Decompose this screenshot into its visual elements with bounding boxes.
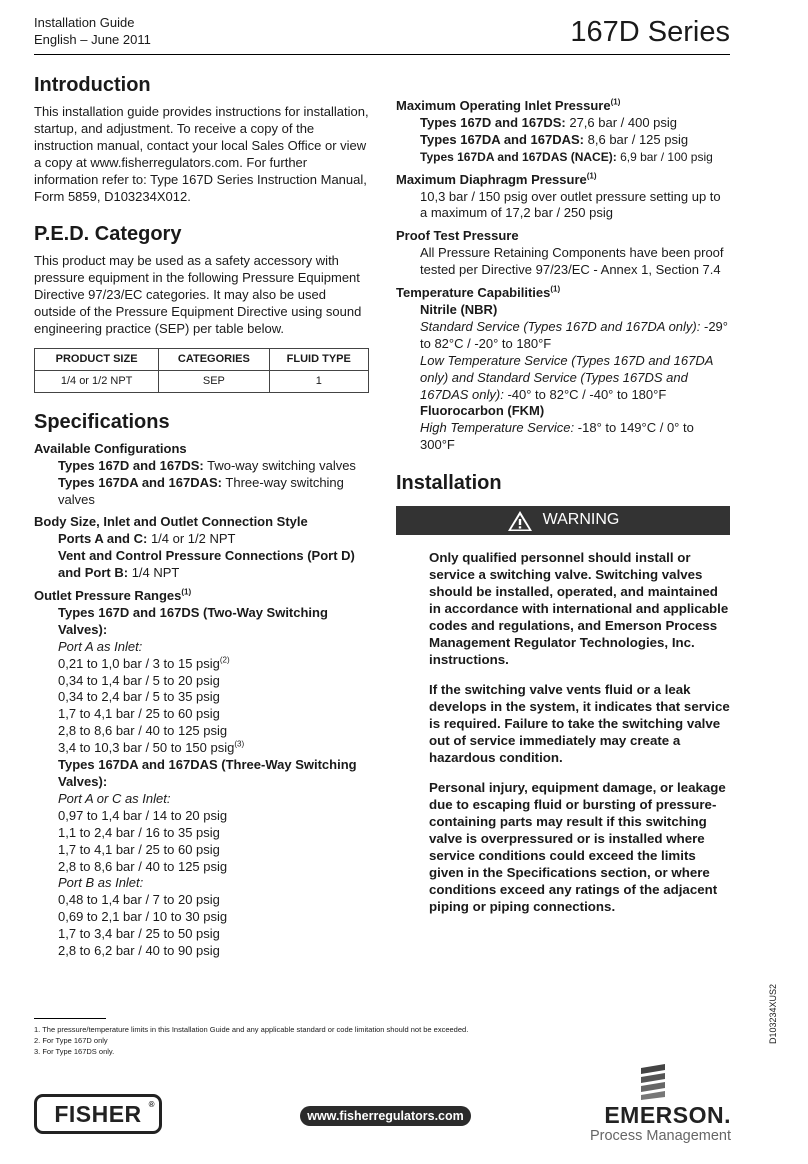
warning-label: WARNING bbox=[542, 511, 620, 529]
inlet-167d-label: Types 167D and 167DS: bbox=[420, 114, 566, 130]
inlet-167da-value: 8,6 bar / 125 psig bbox=[587, 131, 689, 147]
list-item bbox=[58, 706, 370, 723]
inlet-167d-value: 27,6 bar / 400 psig bbox=[569, 114, 678, 130]
nitrile-low bbox=[420, 353, 730, 404]
nitrile-standard-label: Standard Service (Types 167D and 167DA only): bbox=[420, 318, 701, 334]
nitrile-standard bbox=[420, 319, 730, 353]
range-text: 3,4 to 10,3 bar / 50 to 150 psig bbox=[58, 740, 235, 756]
emerson-name: EMERSON. bbox=[604, 1102, 731, 1128]
temp-title-text: Temperature Capabilities bbox=[396, 285, 551, 301]
range-text: 2,8 to 8,6 bar / 40 to 125 psig bbox=[58, 858, 228, 874]
list-item bbox=[58, 859, 370, 876]
range-text: 1,7 to 4,1 bar / 25 to 60 psig bbox=[58, 706, 220, 722]
nitrile-low-label: Low Temperature Service (Types 167D and 167DA only) and Standard Service (Types 167DS and 167DAS only): bbox=[420, 352, 713, 402]
config-two-way bbox=[34, 458, 370, 475]
footnote-1: 1. The pressure/temperature limits in this Installation Guide and any applicable standard or code limitation should not be exceeded. bbox=[34, 1025, 469, 1034]
header-divider bbox=[34, 54, 730, 55]
ped-heading: P.E.D. Category bbox=[34, 223, 182, 246]
website-link[interactable]: www.fisherregulators.com bbox=[300, 1106, 471, 1126]
footnote-3: 3. For Type 167DS only. bbox=[34, 1047, 115, 1056]
range-text: 0,34 to 1,4 bar / 5 to 20 psig bbox=[58, 672, 220, 688]
range-text: 1,1 to 2,4 bar / 16 to 35 psig bbox=[58, 824, 220, 840]
vent-connections-label: Vent and Control Pressure Connections (Port D) and Port B: bbox=[58, 548, 355, 581]
ports-ac-value: 1/4 or 1/2 NPT bbox=[150, 531, 236, 547]
temp-details bbox=[396, 302, 730, 454]
footnote-2: 2. For Type 167D only bbox=[34, 1036, 108, 1045]
inlet-nace-value: 6,9 bar / 100 psig bbox=[620, 149, 713, 164]
table-row bbox=[35, 370, 369, 392]
vent-connections bbox=[34, 548, 370, 582]
three-way-ac-range-list bbox=[58, 808, 370, 876]
range-text: 0,21 to 1,0 bar / 3 to 15 psig bbox=[58, 655, 220, 671]
max-diaphragm-title-text: Maximum Diaphragm Pressure bbox=[396, 171, 587, 187]
ports-ac-label: Ports A and C: bbox=[58, 531, 148, 547]
inlet-nace bbox=[396, 149, 730, 166]
left-column bbox=[34, 72, 370, 960]
list-item bbox=[58, 892, 370, 909]
list-item bbox=[58, 673, 370, 690]
outlet-title-sup: (1) bbox=[181, 587, 192, 597]
ped-table-header bbox=[35, 348, 369, 370]
fisher-logo bbox=[34, 1094, 162, 1134]
vent-connections-value: 1/4 NPT bbox=[131, 565, 180, 581]
three-way-title: Types 167DA and 167DAS (Three-Way Switching Valves): bbox=[58, 757, 357, 789]
list-item bbox=[58, 689, 370, 706]
list-item bbox=[58, 825, 370, 842]
ped-col-categories: CATEGORIES bbox=[159, 348, 269, 370]
two-way-title: Types 167D and 167DS (Two-Way Switching Valves): bbox=[58, 604, 328, 637]
config-three-way-desc: Three-way switching valves bbox=[58, 474, 344, 507]
max-inlet-title-text: Maximum Operating Inlet Pressure bbox=[396, 98, 611, 113]
list-item bbox=[58, 740, 370, 757]
ped-text: This product may be used as a safety accessory with pressure equipment in the following Pressure Equipment Directive 97/23/EC categories. It may also be used outside of the Pressure Equipment Directive using sound engineering practice (SEP) per table below. bbox=[34, 253, 362, 337]
warning-paragraph-1: Only qualified personnel should install or service a switching valve. Switching valves should be installed, operated, and maintained in accordance with international and applicable codes and regulations, and Emerson Process Management Regulator Technologies, Inc. instructions. bbox=[429, 550, 729, 668]
nitrile-standard-value: -29° to 82°C / -20° to 180°F bbox=[420, 318, 728, 351]
max-inlet-title bbox=[396, 98, 730, 115]
specs-heading: Specifications bbox=[34, 410, 170, 433]
range-text: 0,69 to 2,1 bar / 10 to 30 psig bbox=[58, 909, 228, 925]
nitrile-low-value: -40° to 82°C / -40° to 180°F bbox=[507, 386, 667, 402]
config-two-way-types: Types 167D and 167DS: bbox=[58, 457, 204, 473]
port-b-inlet: Port B as Inlet: bbox=[58, 875, 144, 891]
body-size-title: Body Size, Inlet and Outlet Connection Style bbox=[34, 514, 308, 530]
range-text: 1,7 to 4,1 bar / 25 to 60 psig bbox=[58, 841, 220, 857]
outlet-title bbox=[34, 588, 370, 605]
inlet-167da-label: Types 167DA and 167DAS: bbox=[420, 131, 585, 147]
port-a-inlet: Port A as Inlet: bbox=[58, 638, 143, 654]
temp-sup: (1) bbox=[550, 284, 561, 294]
list-item bbox=[58, 723, 370, 740]
range-footnote-ref: (2) bbox=[219, 655, 230, 665]
warning-paragraph-3: Personal injury, equipment damage, or leakage due to escaping fluid or bursting of pressure-containing parts may result if this switching valve is overpressured or is installed where service conditions could exceed the limits given in the Specifications section, or where conditions exceed any ratings of the adjacent piping or piping connections. bbox=[429, 780, 726, 915]
ped-cell-size: 1/4 or 1/2 NPT bbox=[35, 370, 159, 392]
config-three-way bbox=[34, 475, 370, 509]
right-column bbox=[396, 98, 730, 928]
ped-col-product-size: PRODUCT SIZE bbox=[35, 348, 159, 370]
range-text: 1,7 to 3,4 bar / 25 to 50 psig bbox=[58, 926, 220, 942]
outlet-title-text: Outlet Pressure Ranges bbox=[34, 588, 182, 604]
three-way-b-range-list bbox=[58, 892, 370, 960]
port-ac-inlet: Port A or C as Inlet: bbox=[58, 790, 171, 806]
warning-banner bbox=[396, 506, 730, 535]
intro-text: This installation guide provides instructions for installation, startup, and adjustment. To receive a copy of the instruction manual, contact your local Sales Office or view a copy at www.fisherregulators.com. For further information refer to: Type 167D Series Instruction Manual, Form 5859, D103234X012. bbox=[34, 104, 369, 204]
ped-table bbox=[34, 348, 369, 393]
inlet-167d bbox=[396, 115, 730, 132]
list-item bbox=[58, 842, 370, 859]
list-item bbox=[58, 808, 370, 825]
fisher-logo-text: FISHER bbox=[54, 1100, 142, 1127]
two-way-ranges bbox=[34, 605, 370, 960]
warning-text bbox=[396, 549, 730, 915]
doc-language-date: English – June 2011 bbox=[34, 32, 151, 47]
fkm-high bbox=[420, 420, 730, 454]
list-item bbox=[58, 909, 370, 926]
ped-col-fluid-type: FLUID TYPE bbox=[269, 348, 368, 370]
two-way-range-list bbox=[58, 656, 370, 757]
config-two-way-desc: Two-way switching valves bbox=[207, 457, 356, 473]
warning-paragraph-2: If the switching valve vents fluid or a leak develops in the system, it indicates that service is required. Failure to take the switching valve out of service immediately may create a hazardous condition. bbox=[429, 682, 730, 766]
max-diaphragm-text: 10,3 bar / 150 psig over outlet pressure setting up to a maximum of 17,2 bar / 250 psig bbox=[420, 188, 721, 221]
max-diaphragm-title bbox=[396, 172, 730, 189]
max-inlet-sup: (1) bbox=[610, 97, 621, 107]
nitrile-title: Nitrile (NBR) bbox=[420, 301, 498, 317]
ped-cell-category: SEP bbox=[159, 370, 269, 392]
ped-cell-fluid: 1 bbox=[269, 370, 368, 392]
series-title: 167D Series bbox=[570, 16, 730, 48]
intro-heading: Introduction bbox=[34, 74, 151, 96]
range-text: 0,97 to 1,4 bar / 14 to 20 psig bbox=[58, 807, 228, 823]
fkm-title: Fluorocarbon (FKM) bbox=[420, 403, 545, 419]
proof-text: All Pressure Retaining Components have been proof tested per Directive 97/23/EC - Annex 1, Section 7.4 bbox=[420, 245, 724, 278]
list-item bbox=[58, 656, 370, 673]
range-footnote-ref: (3) bbox=[234, 739, 245, 749]
ports-ac bbox=[34, 531, 370, 548]
process-management: Process Management bbox=[589, 1128, 731, 1144]
footnote-divider bbox=[34, 1018, 106, 1019]
registered-mark-icon: ® bbox=[148, 1100, 155, 1109]
temp-title bbox=[396, 285, 730, 302]
list-item bbox=[58, 943, 370, 960]
proof-title: Proof Test Pressure bbox=[396, 228, 519, 244]
fkm-high-value: -18° to 149°C / 0° to 300°F bbox=[420, 420, 694, 453]
range-text: 0,48 to 1,4 bar / 7 to 20 psig bbox=[58, 892, 220, 908]
inlet-nace-label: Types 167DA and 167DAS (NACE): bbox=[420, 149, 617, 164]
warning-triangle-icon bbox=[507, 510, 533, 532]
footnotes bbox=[34, 1024, 468, 1057]
config-three-way-types: Types 167DA and 167DAS: bbox=[58, 474, 223, 490]
emerson-logo bbox=[573, 1064, 731, 1148]
doc-type: Installation Guide bbox=[34, 15, 135, 30]
document-code: D103234XUS2 bbox=[768, 983, 778, 1044]
range-text: 2,8 to 8,6 bar / 40 to 125 psig bbox=[58, 723, 228, 739]
list-item bbox=[58, 926, 370, 943]
range-text: 2,8 to 6,2 bar / 40 to 90 psig bbox=[58, 943, 220, 959]
doc-type-header bbox=[34, 14, 151, 48]
installation-heading: Installation bbox=[396, 472, 502, 495]
emerson-mark-icon bbox=[639, 1064, 667, 1100]
fkm-high-label: High Temperature Service: bbox=[420, 420, 575, 436]
available-config-title: Available Configurations bbox=[34, 440, 187, 456]
inlet-167da bbox=[396, 132, 730, 149]
max-diaphragm-sup: (1) bbox=[586, 171, 597, 181]
range-text: 0,34 to 2,4 bar / 5 to 35 psig bbox=[58, 689, 220, 705]
